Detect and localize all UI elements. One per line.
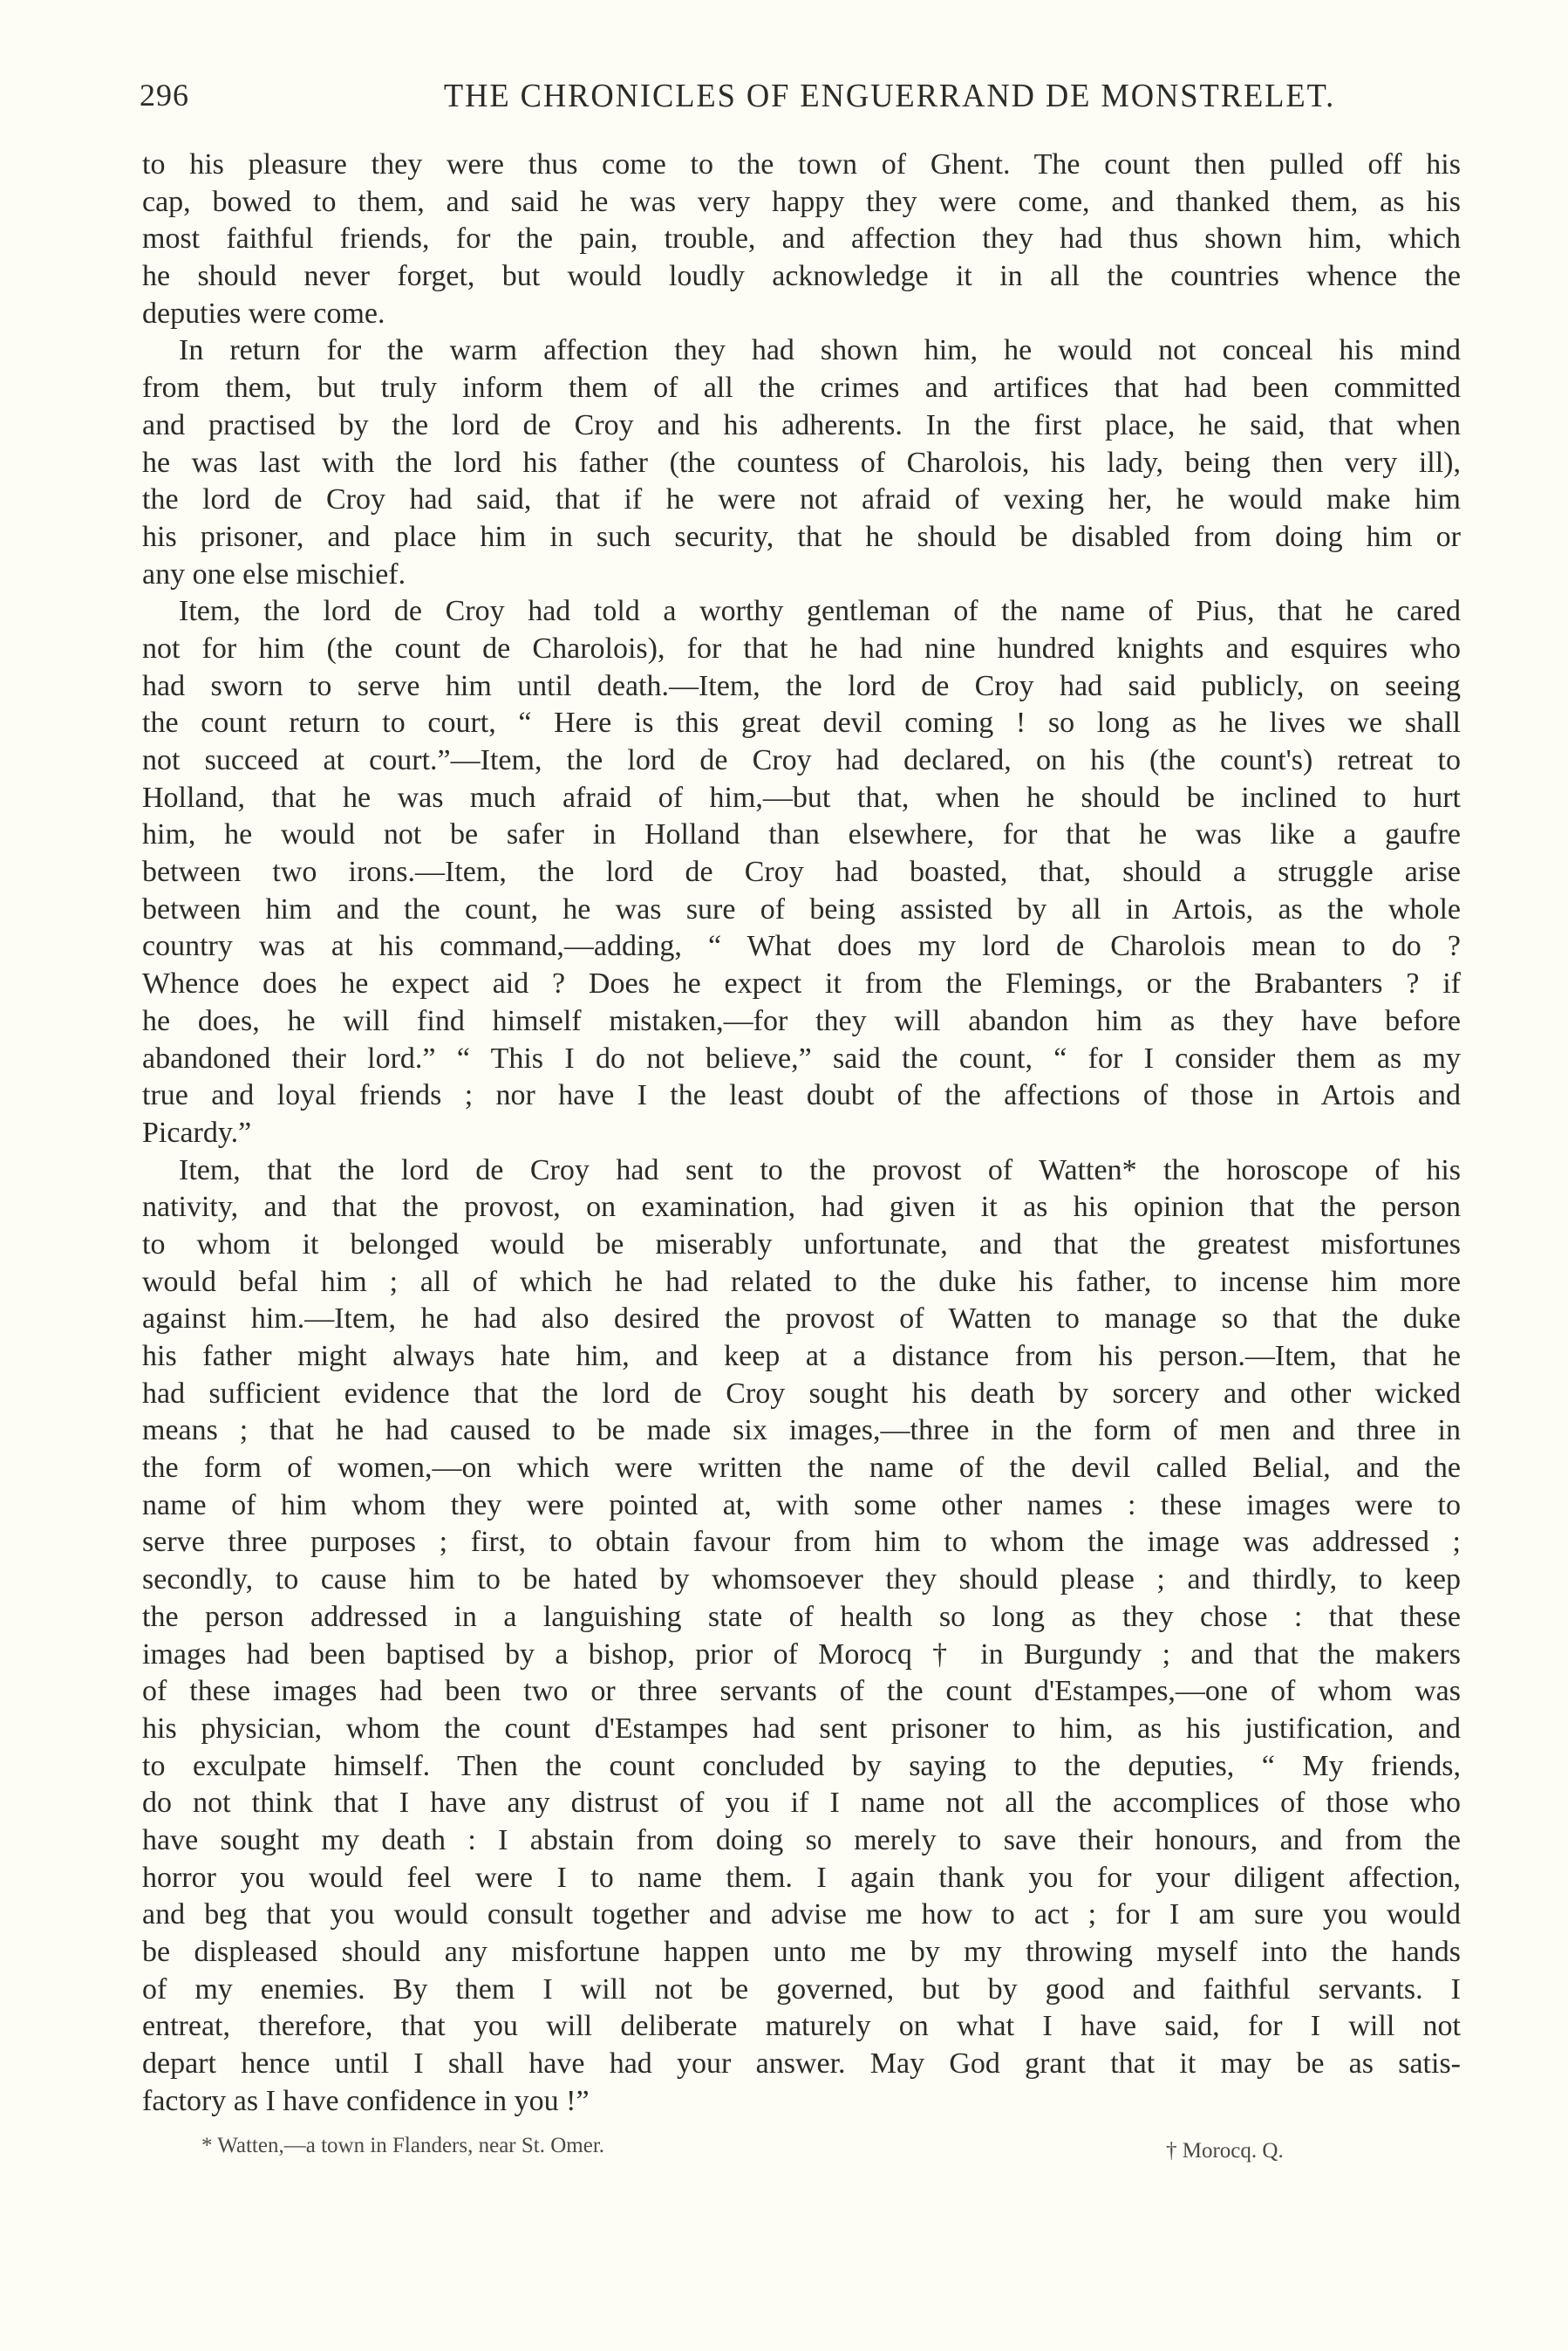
text-line: depart hence until I shall have had your answer. May God grant that it may be as satis-: [142, 2047, 1461, 2081]
text-line: his physician, whom the count d'Estampes had sent prisoner to him, as his justification, and: [142, 1712, 1461, 1745]
text-line: of these images had been two or three servants of the count d'Estampes,—one of whom was: [142, 1675, 1461, 1708]
text-line: entreat, therefore, that you will deliberate maturely on what I have said, for I will not: [142, 2010, 1461, 2043]
text-line: In return for the warm affection they had shown him, he would not conceal his mind: [179, 334, 1461, 367]
text-line: deputies were come.: [142, 297, 385, 330]
text-line: the lord de Croy had said, that if he were not afraid of vexing her, he would make him: [142, 483, 1461, 516]
text-line: means ; that he had caused to be made six images,—three in the form of men and three in: [142, 1414, 1461, 1447]
running-header: [140, 77, 1465, 120]
text-line: his prisoner, and place him in such security, that he should be disabled from doing him or: [142, 520, 1461, 553]
text-line: and practised by the lord de Croy and his adherents. In the first place, he said, that when: [142, 408, 1461, 441]
text-line: to whom it belonged would be miserably unfortunate, and that the greatest misfortunes: [142, 1227, 1461, 1261]
text-line: have sought my death : I abstain from doing so merely to save their honours, and from the: [142, 1823, 1461, 1856]
text-line: not succeed at court.”—Item, the lord de Croy had declared, on his (the count's) retreat to: [142, 744, 1461, 776]
paragraph: [142, 147, 1461, 332]
text-line: true and loyal friends ; nor have I the least doubt of the affections of those in Artois and: [142, 1079, 1461, 1112]
text-line: had sufficient evidence that the lord de Croy sought his death by sorcery and other wicked: [142, 1377, 1461, 1410]
text-line: Holland, that he was much afraid of him,—but that, when he should be inclined to hurt: [142, 781, 1461, 814]
text-line: would befal him ; all of which he had related to the duke his father, to incense him more: [142, 1265, 1461, 1298]
text-line: the count return to court, “ Here is this great devil coming ! so long as he lives we shall: [142, 707, 1461, 740]
text-line: most faithful friends, for the pain, trouble, and affection they had thus shown him, which: [142, 222, 1461, 256]
text-line: Item, that the lord de Croy had sent to the provost of Watten* the horoscope of his: [179, 1153, 1461, 1186]
text-line: serve three purposes ; first, to obtain favour from him to whom the image was addressed ;: [142, 1526, 1461, 1559]
text-line: name of him whom they were pointed at, with some other names : these images were to: [142, 1488, 1461, 1521]
text-line: country was at his command,—adding, “ What does my lord de Charolois mean to do ?: [142, 930, 1461, 963]
text-line: Picardy.”: [142, 1116, 252, 1149]
text-line: of my enemies. By them I will not be governed, but by good and faithful servants. I: [142, 1972, 1461, 2006]
text-line: between two irons.—Item, the lord de Croy had boasted, that, should a struggle arise: [142, 856, 1461, 889]
text-line: Whence does he expect aid ? Does he expect it from the Flemings, or the Brabanters ? if: [142, 967, 1461, 1001]
text-line: he was last with the lord his father (the countess of Charolois, his lady, being then very ill),: [142, 446, 1461, 479]
paragraph: [142, 593, 1461, 1152]
text-line: from them, but truly inform them of all the crimes and artifices that had been committed: [142, 372, 1461, 405]
paragraph: [142, 1152, 1461, 2121]
text-line: to his pleasure they were thus come to the town of Ghent. The count then pulled off his: [142, 148, 1461, 181]
text-line: the person addressed in a languishing state of health so long as they chose : that these: [142, 1600, 1461, 1633]
text-line: and beg that you would consult together and advise me how to act ; for I am sure you would: [142, 1898, 1461, 1931]
running-title: THE CHRONICLES OF ENGUERRAND DE MONSTRELET.: [443, 78, 1336, 114]
text-line: abandoned their lord.” “ This I do not believe,” said the count, “ for I consider them as my: [142, 1042, 1461, 1075]
text-line: factory as I have confidence in you !”: [142, 2084, 590, 2117]
text-line: nativity, and that the provost, on examination, had given it as his opinion that the person: [142, 1191, 1461, 1224]
text-line: he should never forget, but would loudly acknowledge it in all the countries whence the: [142, 260, 1461, 293]
text-line: his father might always hate him, and keep at a distance from his person.—Item, that he: [142, 1340, 1461, 1372]
text-line: to exculpate himself. Then the count concluded by saying to the deputies, “ My friends,: [142, 1749, 1461, 1782]
page-number: 296: [140, 78, 189, 113]
text-line: do not think that I have any distrust of you if I name not all the accomplices of those who: [142, 1787, 1461, 1820]
text-line: horror you would feel were I to name them. I again thank you for your diligent affection,: [142, 1861, 1461, 1894]
text-line: he does, he will find himself mistaken,—for they will abandon him as they have before: [142, 1004, 1461, 1037]
text-line: secondly, to cause him to be hated by whomsoever they should please ; and thirdly, to keep: [142, 1563, 1461, 1596]
text-line: be displeased should any misfortune happen unto me by my throwing myself into the hands: [142, 1936, 1461, 1968]
text-line: Item, the lord de Croy had told a worthy gentleman of the name of Pius, that he cared: [179, 595, 1461, 628]
text-line: any one else mischief.: [142, 557, 406, 591]
text-line: cap, bowed to them, and said he was very happy they were come, and thanked them, as his: [142, 185, 1461, 218]
text-line: images had been baptised by a bishop, prior of Morocq † in Burgundy ; and that the makers: [142, 1637, 1461, 1671]
text-line: the form of women,—on which were written the name of the devil called Belial, and the: [142, 1452, 1461, 1485]
body-text: [142, 147, 1461, 2120]
paragraph: [142, 332, 1461, 593]
text-line: against him.—Item, he had also desired the provost of Watten to manage so that the duke: [142, 1302, 1461, 1336]
text-line: between him and the count, he was sure of being assisted by all in Artois, as the whole: [142, 892, 1461, 926]
text-line: him, he would not be safer in Holland than elsewhere, for that he was like a gaufre: [142, 818, 1461, 851]
footnote-watten: * Watten,—a town in Flanders, near St. Omer.: [201, 2134, 605, 2157]
text-line: not for him (the count de Charolois), for that he had nine hundred knights and esquires who: [142, 632, 1461, 665]
text-line: had sworn to serve him until death.—Item, the lord de Croy had said publicly, on seeing: [142, 669, 1461, 702]
footnote-morocq: † Morocq. Q.: [1166, 2139, 1284, 2163]
